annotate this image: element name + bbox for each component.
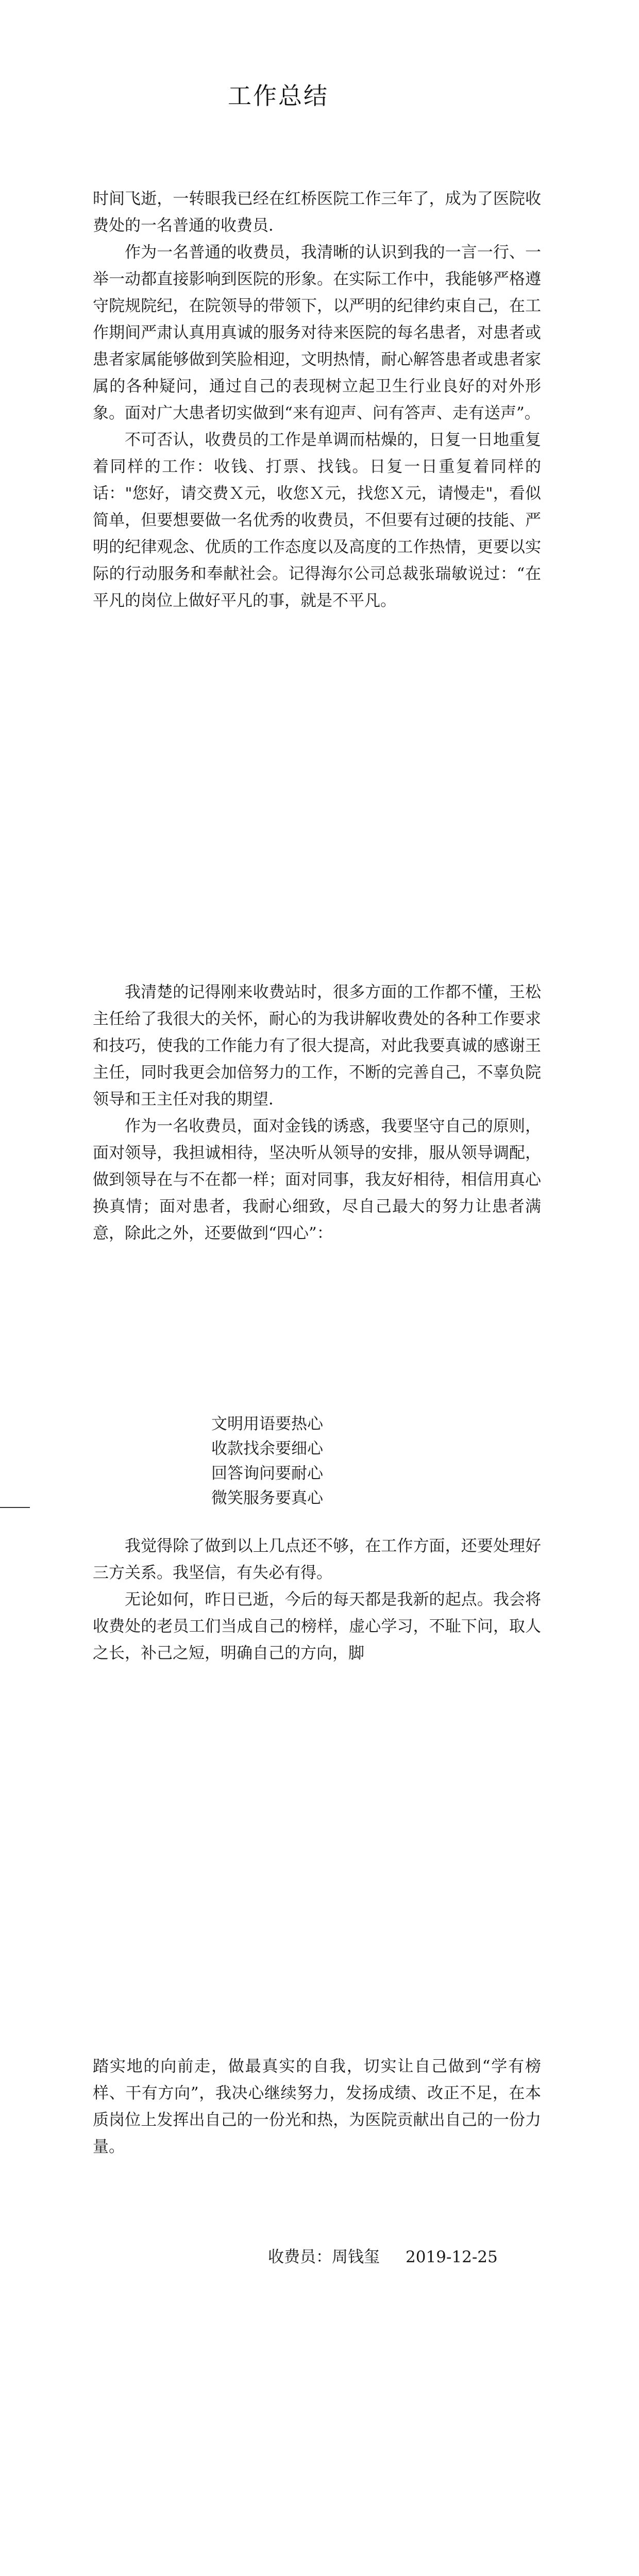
paragraph-work-nature: 不可否认，收费员的工作是单调而枯燥的，日复一日地重复着同样的工作：收钱、打票、找钱。日复一日重复着同样的话："您好，请交费Ｘ元，收您Ｘ元，找您Ｘ元，请慢走"，看似简单，但要想要做一名优秀的收费员，不但要有过硬的技能、严明的纪律观念、优质的工作态度以及高度的工作热情，更要以实际的行动服务和奉献社会。记得海尔公司总裁张瑞敏说过：“在平凡的岗位上做好平凡的事，就是不平凡。 [93, 431, 541, 610]
paragraph-gratitude: 我清楚的记得刚来收费站时，很多方面的工作都不懂，王松主任给了我很大的关怀，耐心的为我讲解收费处的各种工作要求和技巧，使我的工作能力有了很大提高，对此我要真诚的感谢王主任，同时我更会加倍努力的工作，不断的完善自己，不辜负院领导和王主任对我的期望． [93, 983, 541, 1109]
margin-rule [0, 1507, 30, 1508]
signature-date: 2019-12-25 [406, 2248, 498, 2266]
signature-line [268, 2244, 498, 2270]
page2-text-a [93, 979, 541, 1247]
paragraph-principles: 作为一名收费员，面对金钱的诱惑，我要坚守自己的原则，面对领导，我担诚相待，坚决听从领导的安排，服从领导调配，做到领导在与不在都一样；面对同事，我友好相待，相信用真心换真情；面对患者，我耐心细致，尽自己最大的努力让患者满意，除此之外，还要做到“四心”： [93, 1117, 541, 1243]
paragraph-self-awareness: 作为一名普通的收费员，我清晰的认识到我的一言一行、一举一动都直接影响到医院的形象。在实际工作中，我能够严格遵守院规院纪，在院领导的带领下，以严明的纪律约束自己，在工作期间严肃认真用真诚的服务对待来医院的每名患者，对患者或患者家属能够做到笑脸相迎，文明热情，耐心解答患者或患者家属的各种疑问，通过自己的表现树立起卫生行业良好的对外形象。面对广大患者切实做到“来有迎声、问有答声、走有送声”。 [93, 243, 541, 422]
document-title: 工作总结 [228, 82, 329, 110]
intro-paragraph: 时间飞逝，一转眼我已经在红桥医院工作三年了，成为了医院收费处的一名普通的收费员． [93, 190, 541, 235]
slogan-item: 文明用语要热心 [211, 1415, 323, 1433]
page1-text [93, 185, 541, 614]
signature-name: 收费员：周钱玺 [268, 2248, 380, 2266]
paragraph-relations: 我觉得除了做到以上几点还不够，在工作方面，还要处理好三方关系。我坚信，有失必有得。 [93, 1537, 541, 1582]
four-hearts-list [211, 1412, 323, 1511]
page2-text-b [93, 1533, 541, 1667]
paragraph-continuation: 踏实地的向前走，做最真实的自我，切实让自己做到“学有榜样、干有方向”，我决心继续努力，发扬成绩、改正不足，在本质岗位上发挥出自己的一份光和热，为医院贡献出自己的一份力量。 [93, 2057, 541, 2156]
slogan-item: 回答询问要耐心 [211, 1464, 323, 1483]
page3-text [93, 2053, 541, 2160]
slogan-item: 微笑服务要真心 [211, 1489, 323, 1507]
paragraph-new-start: 无论如何，昨日已逝，今后的每天都是我新的起点。我会将收费处的老员工们当成自己的榜样，虚心学习，不耻下问，取人之长，补己之短，明确自己的方向，脚 [93, 1590, 541, 1663]
slogan-item: 收款找余要细心 [211, 1439, 323, 1458]
